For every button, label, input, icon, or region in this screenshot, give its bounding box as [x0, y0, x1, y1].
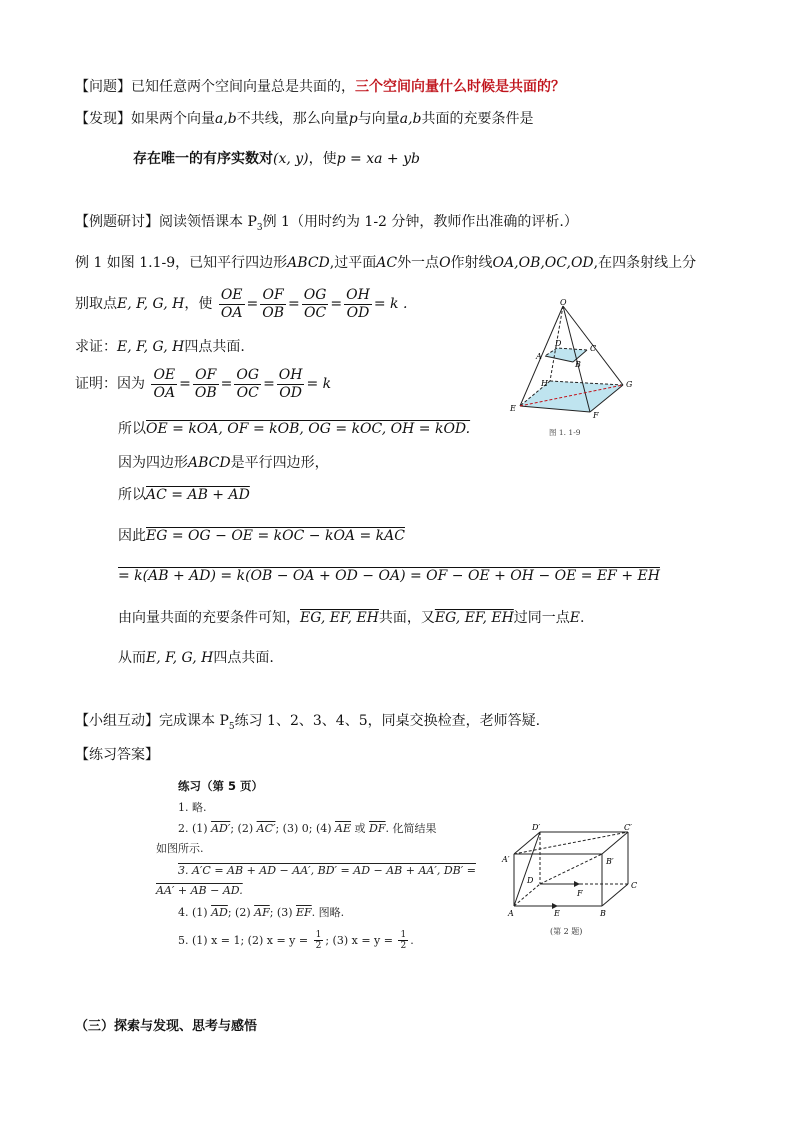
discovery-p: p — [348, 111, 358, 127]
label-d: D — [555, 339, 562, 348]
prove-label: 求证： — [75, 339, 117, 355]
label-c: C — [590, 344, 597, 353]
because-rest: 是平行四边形， — [230, 455, 329, 471]
example-study-line — [75, 213, 578, 237]
group-rest: 练习 1、2、3、4、5，同桌交换检查，老师答疑. — [234, 713, 541, 729]
box-label-a1: A′ — [502, 855, 510, 864]
answers-tag-line — [75, 746, 159, 764]
group-sub: 5 — [228, 721, 235, 732]
box-label-c1: C′ — [624, 823, 632, 832]
proof-because — [118, 454, 329, 472]
box-diag-db1 — [540, 854, 602, 884]
box-figure — [500, 818, 650, 948]
ex1-l2-c: ，使 — [184, 296, 213, 312]
example1-line2: 别取点E, F, G, H，使 $\frac{OE}{OA}$ = $\frac{OF}{OB}$ = $\frac{OG}{OC}$ = $\frac{OH}{OD}$ = k . — [75, 286, 408, 321]
question-tag: 【问题】 — [75, 79, 131, 95]
ex1-ac: AC — [376, 255, 398, 271]
answer-2: 2. (1) AD′; (2) AC′; (3) 0; (4) $\overline{AE}$ 或 $\overline{DF}$. 化简结果 — [178, 822, 437, 835]
condition-bold: 存在唯一的有序实数对 — [133, 151, 273, 167]
discovery-text3: 与向量 — [357, 111, 400, 127]
answer-5: 5. (1) x = 1; (2) x = y = $\frac{1}{2}$ ; (3) x = y = $\frac{1}{2}$ . — [178, 930, 414, 951]
example1-line1 — [75, 254, 696, 272]
answers-block — [150, 778, 495, 958]
label-o: O — [560, 298, 567, 307]
so1-vectors: OE = kOA, OF = kOB, OG = kOC, OH = kOD. — [146, 421, 471, 437]
ex1-eq-end: = k . — [373, 296, 408, 312]
proof-line1: 证明：因为 $\frac{OE}{OA}$ = $\frac{OF}{OB}$ = $\frac{OG}{OC}$ = $\frac{OH}{OD}$ = k — [75, 366, 332, 401]
condition-pair: (x, y) — [273, 151, 309, 167]
box-diag-a1c1 — [514, 832, 628, 854]
figure-119-caption: 图 1. 1-9 — [549, 428, 581, 437]
section3-heading: （三）探索与发现、思考与感悟 — [75, 1019, 258, 1034]
label-h: H — [541, 379, 548, 388]
example-study-text: 阅读领悟课本 P — [159, 214, 257, 230]
ex1-frac-3: $\frac{OG}{OC}$ — [303, 286, 327, 321]
box-label-d1: D′ — [532, 823, 541, 832]
box-label-d: D — [527, 876, 534, 885]
by-end: 过同一点 — [513, 610, 570, 626]
by-pt: E — [569, 610, 581, 626]
label-g: G — [626, 380, 633, 389]
proof-frac-2: $\frac{OF}{OB}$ — [194, 366, 217, 401]
condition-line — [133, 150, 420, 168]
ex1-text-g: 作射线 — [450, 255, 493, 271]
box-label-b: B — [600, 909, 606, 918]
condition-formula: p = xa + yb — [336, 151, 420, 167]
discovery-ab: a,b — [215, 111, 237, 127]
group-line — [75, 712, 540, 736]
so2-prefix: 所以 — [118, 487, 146, 503]
answer-4: 4. (1) $\overline{AD}$; (2) $\overline{AF}$; (3) $\overline{EF}$. 图略. — [178, 906, 345, 919]
answers-title: 练习（第 5 页） — [178, 779, 264, 793]
proof-frac-3: $\frac{OG}{OC}$ — [236, 366, 260, 401]
because-text: 因为四边形 — [118, 455, 188, 471]
question-highlight: 三个空间向量什么时候是共面的？ — [355, 79, 565, 95]
ex1-abcd: ABCD — [287, 255, 330, 271]
box-edge-b1c1 — [602, 832, 628, 854]
answer-3: 3. A′C = AB + AD − AA′, BD′ = AD − AB + AA′, DB′ = — [178, 864, 476, 877]
ex1-frac-1: $\frac{OE}{OA}$ — [220, 286, 243, 321]
prove-rest: 四点共面. — [184, 339, 245, 355]
proof-label: 证明：因为 — [75, 376, 145, 392]
answer-2-cont: 如图所示. — [156, 842, 204, 855]
by-vecs: EG, EF, EH — [300, 610, 379, 626]
box-edge-bc — [602, 884, 628, 906]
ex1-text-e: 外一点 — [397, 255, 440, 271]
box-label-e: E — [554, 909, 560, 918]
proof-eq-end: = k — [306, 376, 332, 392]
answer-1: 1. 略. — [178, 801, 207, 814]
discovery-tag: 【发现】 — [75, 111, 131, 127]
because-abcd: ABCD — [188, 455, 231, 471]
box-label-b1: B′ — [606, 857, 614, 866]
ex1-text-i: ,在四条射线上分 — [593, 255, 697, 271]
by-dot: . — [580, 610, 585, 626]
hence-prefix: 因此 — [118, 528, 146, 544]
ex1-o: O — [439, 255, 451, 271]
label-b: B — [575, 360, 581, 369]
example-study-sub: 3 — [256, 222, 263, 233]
proof-frac-1: $\frac{OE}{OA}$ — [153, 366, 176, 401]
thus-prefix: 从而 — [118, 650, 146, 666]
discovery-ab2: a,b — [399, 111, 422, 127]
label-f: F — [593, 411, 599, 420]
proof-frac-4: $\frac{OH}{OD}$ — [278, 366, 303, 401]
prove-pts: E, F, G, H — [117, 339, 185, 355]
discovery-text1: 如果两个向量 — [131, 111, 215, 127]
proof-so2 — [118, 486, 250, 504]
ex1-frac-2: $\frac{OF}{OB}$ — [262, 286, 285, 321]
proof-thus — [118, 649, 274, 667]
group-text: 完成课本 P — [159, 713, 229, 729]
proof-eq-line — [118, 567, 660, 585]
by-mid: 共面，又 — [378, 610, 435, 626]
ex1-frac-4: $\frac{OH}{OD}$ — [346, 286, 370, 321]
ex1-text-a: 例 1 如图 1.1-9，已知平行四边形 — [75, 255, 288, 271]
so1-prefix: 所以 — [118, 421, 146, 437]
discovery-text2: 不共线，那么向量 — [236, 111, 349, 127]
ex1-rays: OA,OB,OC,OD — [492, 255, 594, 271]
half-frac-1: $\frac{1}{2}$ — [315, 930, 322, 951]
prove-line — [75, 338, 245, 356]
ex1-l2-pts: E, F, G, H — [117, 296, 185, 312]
example-study-rest: 例 1（用时约为 1-2 分钟，教师作出准确的评析.） — [262, 214, 578, 230]
proof-hence — [118, 527, 405, 545]
answer-3-cont: AA′ + AB − AD. — [156, 884, 243, 897]
box-label-c: C — [631, 881, 638, 890]
half-frac-2: $\frac{1}{2}$ — [400, 930, 407, 951]
box-label-f: F — [577, 889, 583, 898]
ex1-l2-a: 别取点 — [75, 296, 117, 312]
hence-vectors: EG = OG − OE = kOC − kOA = kAC — [146, 528, 405, 544]
box-figure-caption: (第 2 题) — [550, 927, 583, 936]
ex1-text-c: ,过平面 — [329, 255, 377, 271]
proof-so1 — [118, 420, 470, 438]
question-line — [75, 78, 565, 96]
thus-rest: 四点共面. — [213, 650, 274, 666]
label-e: E — [510, 404, 516, 413]
group-tag: 【小组互动】 — [75, 713, 159, 729]
arrowhead-f — [574, 881, 580, 887]
example-study-tag: 【例题研讨】 — [75, 214, 159, 230]
label-a: A — [536, 352, 542, 361]
pyramid-figure — [505, 296, 635, 446]
thus-pts: E, F, G, H — [146, 650, 214, 666]
discovery-line — [75, 110, 534, 128]
proof-by — [118, 609, 584, 627]
answers-tag: 【练习答案】 — [75, 747, 159, 763]
by-vecs2: EG, EF, EH — [434, 610, 514, 626]
box-label-a: A — [508, 909, 514, 918]
so2-vectors: AC = AB + AD — [146, 487, 250, 503]
eq-line-vectors: = k(AB + AD) = k(OB − OA + OD − OA) = OF − OE + OH − OE = EF + EH — [118, 568, 660, 584]
condition-sep: ，使 — [308, 151, 337, 167]
by-prefix: 由向量共面的充要条件可知， — [118, 610, 300, 626]
discovery-text4: 共面的充要条件是 — [421, 111, 534, 127]
question-text: 已知任意两个空间向量总是共面的， — [131, 79, 355, 95]
